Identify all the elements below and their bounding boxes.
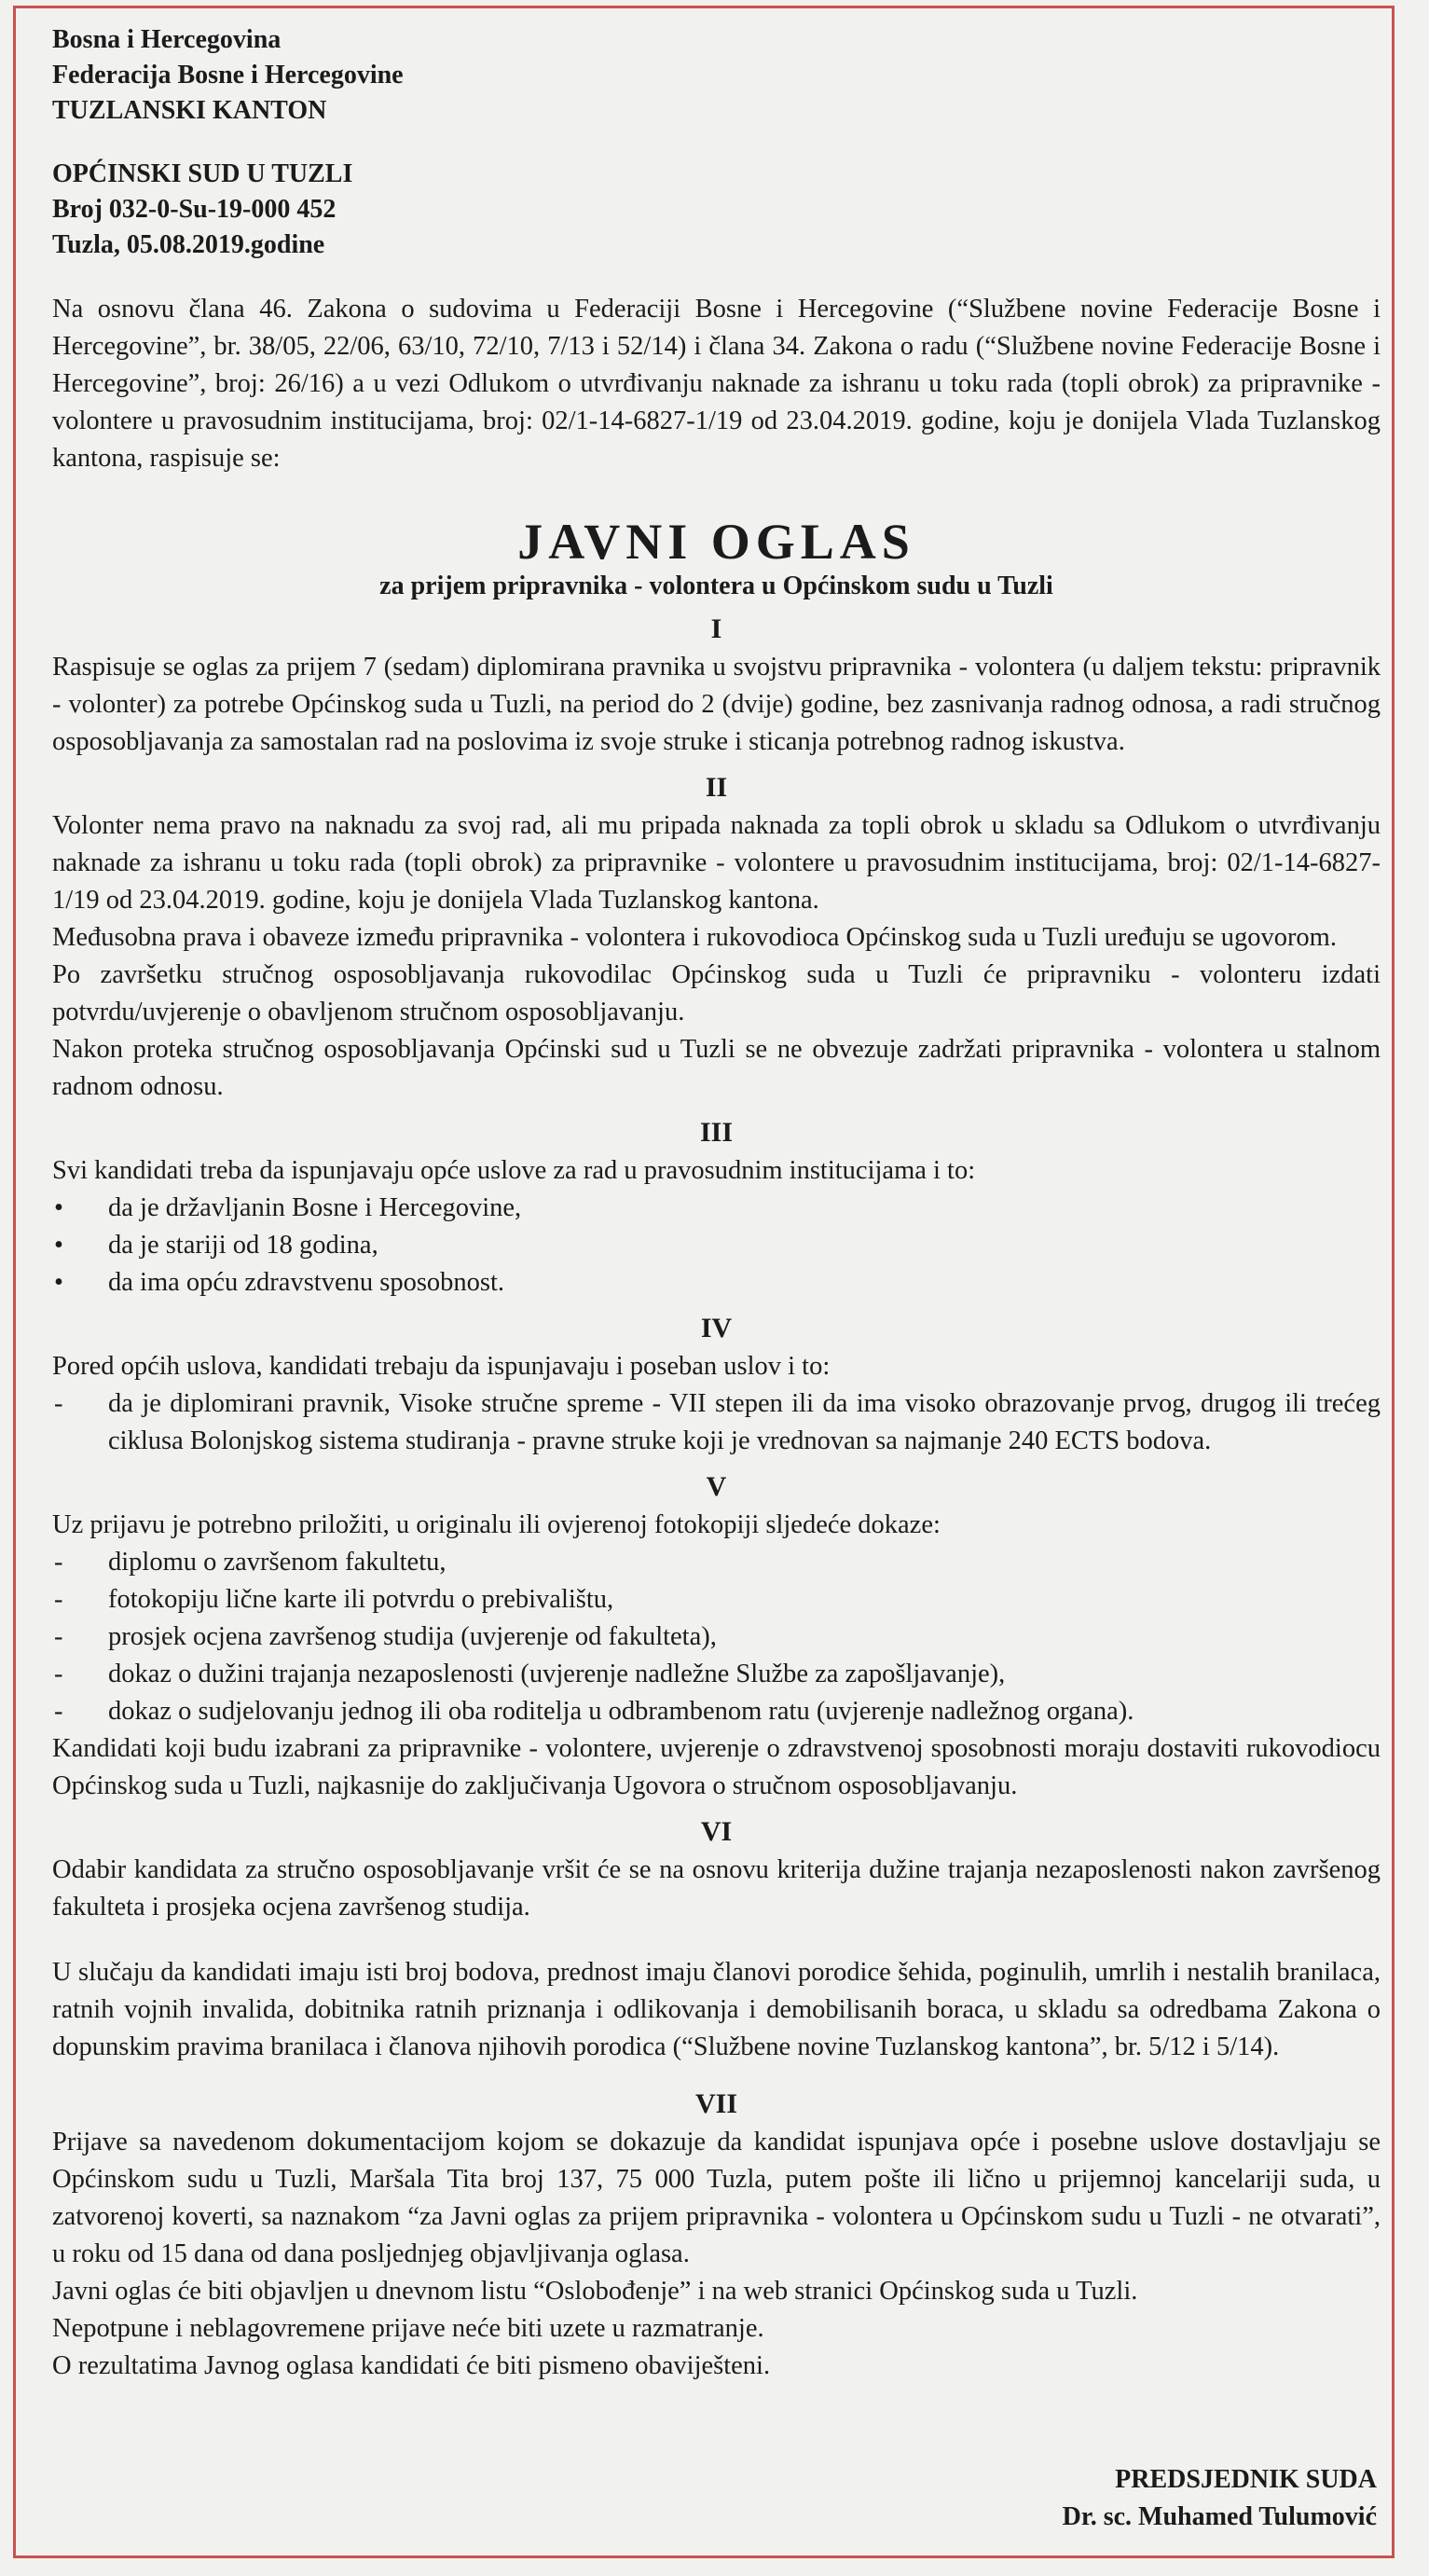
federation-line: Federacija Bosne i Hercegovine (52, 61, 404, 90)
notice-subtitle: za prijem pripravnika - volontera u Općinskom sudu u Tuzli (379, 572, 1053, 600)
section-6-text-1: Odabir kandidata za stručno osposobljavanje vršit će se na osnovu kriterija dužine trajanja nezaposlenosti nakon završenog fakulteta i prosjeka ocjena završenog studija. (52, 1855, 1381, 1922)
bullet-icon: • (54, 1231, 63, 1260)
section-heading-3: III (699, 1117, 734, 1148)
signature-role: PREDSJEDNIK SUDA (1115, 2465, 1377, 2494)
court-name: OPĆINSKI SUD U TUZLI (52, 159, 353, 188)
section-heading-4: IV (700, 1313, 733, 1343)
section-7-text-1: Prijave sa navedenom dokumentacijom kojom se dokazuje da kandidat ispunjava opće i posebne uslove dostavljaju se Općinskom sudu u Tuzli, Maršala Tita broj 137, 75 000 Tuzla, putem pošte ili lično u prijemnoj kancelariji suda, u zatvorenoj koverti, sa naznakom “za Javni oglas za prijem pripravnika - volontera u Općinskom sudu u Tuzli - ne otvarati”, u roku od 15 dana od dana posljednjeg objavljivanja oglasa. (52, 2128, 1381, 2268)
special-requirement-list (52, 1385, 1381, 1460)
section-heading-5: V (706, 1471, 727, 1502)
letterhead (52, 22, 1381, 263)
section-heading-6: VI (700, 1816, 733, 1847)
list-item: - diplomu o završenom fakultetu, (52, 1544, 1381, 1581)
list-item: - da je diplomirani pravnik, Visoke stručne spreme - VII stepen ili da ima visoko obrazovanje prvog, drugog ili trećeg ciklusa Bolonjskog sistema studiranja - pravne struke koji je vrednovan sa najmanje 240 ECTS bodova. (52, 1385, 1381, 1460)
section-7-text-2: Javni oglas će biti objavljen u dnevnom listu “Oslobođenje” i na web stranici Općinskog suda u Tuzli. (52, 2277, 1138, 2306)
section-3-text: Svi kandidati treba da ispunjavaju opće uslove za rad u pravosudnim institucijama i to: (52, 1156, 976, 1185)
section-2-text-2: Međusobna prava i obaveze između pripravnika - volontera i rukovodioca Općinskog suda u Tuzli uređuju se ugovorom. (52, 923, 1337, 952)
dash-icon: - (54, 1389, 63, 1418)
section-5-text-2: Kandidati koji budu izabrani za pripravnike - volontere, uvjerenje o zdravstvenoj sposobnosti moraju dostaviti rukovodiocu Općinskog suda u Tuzli, najkasnije do zaključivanja Ugovora o stručnom osposobljavanju. (52, 1734, 1381, 1800)
section-7-text-3: Nepotpune i neblagovremene prijave neće biti uzete u razmatranje. (52, 2314, 764, 2343)
list-item: • da ima opću zdravstvenu sposobnost. (52, 1264, 1381, 1302)
list-item: - dokaz o dužini trajanja nezaposlenosti (uvjerenje nadležne Službe za zapošljavanje), (52, 1656, 1381, 1693)
reference-number: Broj 032-0-Su-19-000 452 (52, 195, 337, 224)
intro-paragraph: Na osnovu člana 46. Zakona o sudovima u Federaciji Bosne i Hercegovine (“Službene novine Federacije Bosne i Hercegovine”, br. 38/05, 22/06, 63/10, 72/10, 7/13 i 52/14) i člana 34. Zakona o radu (“Službene novine Federacije Bosne i Hercegovine”, broj: 26/16) a u vezi Odlukom o utvrđivanju naknade za ishranu u toku rada (topli obrok) za pripravnike - volontere u pravosudnim institucijama, broj: 02/1-14-6827-1/19 od 23.04.2019. godine, koju je donijela Vlada Tuzlanskog kantona, raspisuje se: (52, 295, 1381, 473)
signature-block (1063, 2461, 1377, 2536)
general-requirements-list (52, 1190, 1381, 1302)
section-7-text-4: O rezultatima Javnog oglasa kandidati će biti pismeno obaviješteni. (52, 2351, 771, 2380)
dash-icon: - (54, 1660, 63, 1688)
list-item: • da je stariji od 18 godina, (52, 1227, 1381, 1264)
section-6-text-2: U slučaju da kandidati imaju isti broj bodova, prednost imaju članovi porodice šehida, poginulih, umrlih i nestalih branilaca, ratnih vojnih invalida, dobitnika ratnih priznanja i odlikovanja i demobilisanih boraca, u skladu sa odredbama Zakona o dopunskim pravima branilaca i članova njihovih porodica (“Službene novine Tuzlanskog kantona”, br. 5/12 i 5/14). (52, 1958, 1381, 2061)
list-item: - prosjek ocjena završenog studija (uvjerenje od fakulteta), (52, 1619, 1381, 1656)
dash-icon: - (54, 1622, 63, 1651)
list-item: - dokaz o sudjelovanju jednog ili oba roditelja u odbrambenom ratu (uvjerenje nadležnog organa). (52, 1693, 1381, 1730)
dash-icon: - (54, 1548, 63, 1577)
section-4-text: Pored općih uslova, kandidati trebaju da ispunjavaju i poseban uslov i to: (52, 1352, 831, 1381)
signature-name: Dr. sc. Muhamed Tulumović (1062, 2502, 1377, 2531)
dash-icon: - (54, 1697, 63, 1726)
section-heading-7: VII (694, 2088, 737, 2119)
documents-list (52, 1544, 1381, 1730)
section-heading-2: II (705, 772, 728, 803)
notice-title: JAVNI OGLAS (517, 514, 915, 570)
canton-line: TUZLANSKI KANTON (52, 96, 327, 125)
section-5-text-1: Uz prijavu je potrebno priložiti, u originalu ili ovjerenoj fotokopiji sljedeće dokaze: (52, 1510, 941, 1539)
section-2-text-1: Volonter nema pravo na naknadu za svoj rad, ali mu pripada naknada za topli obrok u skladu sa Odlukom o utvrđivanju naknade za ishranu u toku rada (topli obrok) za pripravnike - volontere u pravosudnim institucijama, broj: 02/1-14-6827-1/19 od 23.04.2019. godine, koju je donijela Vlada Tuzlanskog kantona. (52, 811, 1381, 915)
section-2-text-4: Nakon proteka stručnog osposobljavanja Općinski sud u Tuzli se ne obvezuje zadržati pripravnika - volontera u stalnom radnom odnosu. (52, 1035, 1381, 1101)
section-2-text-3: Po završetku stručnog osposobljavanja rukovodilac Općinskog suda u Tuzli će pripravniku - volonteru izdati potvrdu/uvjerenje o obavljenom stručnom osposobljavanju. (52, 960, 1381, 1026)
issue-date: Tuzla, 05.08.2019.godine (52, 230, 325, 259)
section-1-text: Raspisuje se oglas za prijem 7 (sedam) diplomirana pravnika u svojstvu pripravnika - volontera (u daljem tekstu: pripravnik - volonter) za potrebe Općinskog suda u Tuzli, na period do 2 (dvije) godine, bez zasnivanja radnog odnosa, a radi stručnog osposobljavanja za samostalan rad na poslovima iz svoje struke i sticanja potrebnog radnog iskustva. (52, 653, 1381, 756)
notice-content (52, 22, 1381, 2385)
list-item: • da je državljanin Bosne i Hercegovine, (52, 1190, 1381, 1227)
section-heading-1: I (710, 613, 722, 644)
bullet-icon: • (54, 1268, 63, 1297)
bullet-icon: • (54, 1193, 63, 1222)
list-item: - fotokopiju lične karte ili potvrdu o prebivalištu, (52, 1581, 1381, 1619)
country-line: Bosna i Hercegovina (52, 25, 282, 54)
dash-icon: - (54, 1585, 63, 1614)
